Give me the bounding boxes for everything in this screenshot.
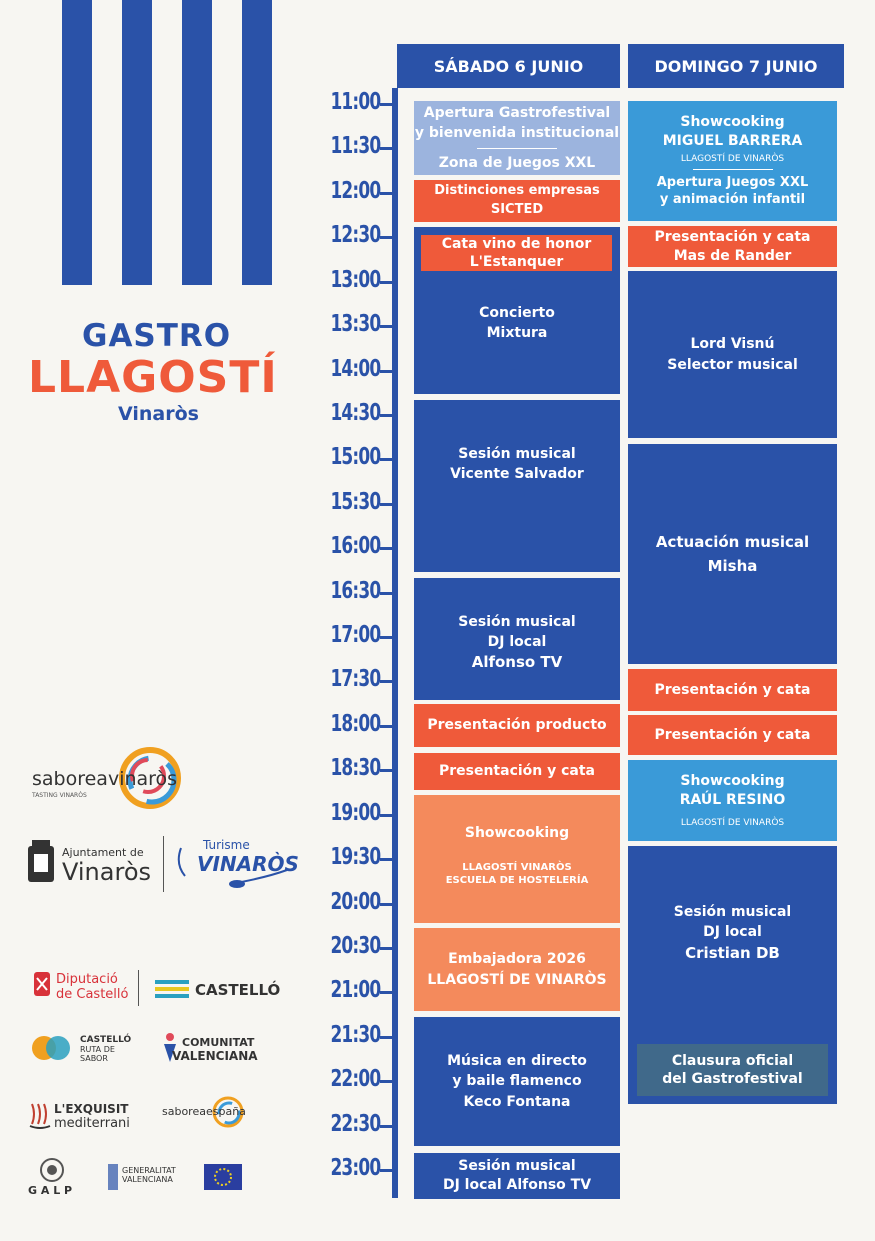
event-line: LLAGOSTÍ DE VINARÒS bbox=[680, 817, 785, 828]
event-line: Mixtura bbox=[486, 325, 548, 342]
decorative-stripe bbox=[182, 0, 212, 285]
time-tick bbox=[380, 103, 398, 106]
ajuntament-name: Vinaròs bbox=[62, 858, 152, 886]
time-label: 19:00 bbox=[330, 799, 381, 826]
event-line: Selector musical bbox=[667, 356, 798, 373]
event-line: Showcooking bbox=[680, 772, 785, 789]
event-presentacion-1 bbox=[628, 669, 837, 711]
galp-logo bbox=[28, 1156, 88, 1206]
event-cata bbox=[421, 235, 612, 271]
event-showcooking-resino bbox=[628, 760, 837, 841]
time-tick bbox=[380, 636, 398, 639]
time-label: 18:30 bbox=[330, 755, 381, 782]
ruta-line1: CASTELLÓ bbox=[80, 1035, 132, 1045]
time-tick bbox=[380, 236, 398, 239]
time-tick bbox=[380, 147, 398, 150]
event-line: Sesión musical bbox=[458, 446, 576, 462]
decorative-stripe bbox=[62, 0, 92, 285]
event-presentacion-cata bbox=[414, 753, 620, 790]
time-label: 21:30 bbox=[330, 1021, 381, 1048]
event-line: Presentación producto bbox=[427, 717, 607, 734]
diputacio-logo bbox=[32, 970, 142, 1006]
decorative-stripe bbox=[242, 0, 272, 285]
ruta-line3: SABOR bbox=[80, 1054, 108, 1063]
event-line: Zona de Juegos XXL bbox=[438, 154, 596, 171]
diputacio-line1: Diputació bbox=[56, 972, 118, 987]
time-label: 16:30 bbox=[330, 577, 381, 604]
saborea-vinaros-logo bbox=[30, 745, 200, 815]
time-label: 20:30 bbox=[330, 932, 381, 959]
event-clausura bbox=[637, 1044, 828, 1096]
logo-divider bbox=[163, 836, 164, 892]
event-actuacion-misha bbox=[628, 444, 837, 664]
event-line: LLAGOSTÍ DE VINARÒS bbox=[427, 971, 607, 988]
time-tick bbox=[380, 592, 398, 595]
generalitat-icon bbox=[106, 1162, 120, 1192]
time-label: 11:00 bbox=[330, 89, 381, 115]
time-tick bbox=[380, 1080, 398, 1083]
event-line: Lord Visnú bbox=[690, 336, 775, 353]
event-line: Presentación y cata bbox=[654, 681, 811, 698]
time-label: 22:00 bbox=[330, 1066, 381, 1093]
event-line: Showcooking bbox=[680, 113, 785, 130]
time-tick bbox=[380, 858, 398, 861]
event-line: del Gastrofestival bbox=[662, 1071, 803, 1087]
time-label: 15:00 bbox=[330, 444, 381, 471]
time-label: 21:00 bbox=[330, 977, 381, 1004]
time-tick bbox=[380, 325, 398, 328]
event-line: LLAGOSTÍ DE VINARÒS bbox=[680, 153, 785, 164]
coat-of-arms-icon bbox=[26, 838, 56, 886]
event-line: MIGUEL BARRERA bbox=[662, 132, 803, 149]
brand-vinaros: Vinaròs bbox=[118, 403, 199, 425]
event-presentacion-mas-rander bbox=[628, 226, 837, 267]
decorative-stripe bbox=[122, 0, 152, 285]
diputacio-icon bbox=[32, 970, 52, 998]
event-showcooking bbox=[414, 795, 620, 923]
day-header-saturday: SÁBADO 6 JUNIO bbox=[397, 44, 620, 88]
event-distinciones bbox=[414, 180, 620, 222]
event-line: Cristian DB bbox=[685, 943, 780, 962]
generalitat-line2: VALENCIANA bbox=[122, 1175, 173, 1184]
time-tick bbox=[380, 991, 398, 994]
time-tick bbox=[380, 814, 398, 817]
event-line: Concierto bbox=[479, 305, 555, 321]
time-label: 11:30 bbox=[330, 133, 381, 160]
event-line: Presentación y cata bbox=[654, 726, 811, 743]
comunitat-line1: COMUNITAT bbox=[182, 1036, 255, 1049]
event-lord-visnu bbox=[628, 271, 837, 438]
day-header-sunday: DOMINGO 7 JUNIO bbox=[628, 44, 844, 88]
saborea-espana-text: saboreaespaña bbox=[162, 1105, 246, 1118]
logo-divider bbox=[138, 970, 139, 1006]
brand-gastro: GASTRO bbox=[82, 318, 232, 354]
eu-stars-icon bbox=[212, 1166, 234, 1188]
event-line: DJ local bbox=[703, 924, 762, 941]
event-line: Música en directo bbox=[447, 1053, 587, 1070]
time-tick bbox=[380, 1036, 398, 1039]
event-line: Alfonso TV bbox=[471, 653, 563, 672]
time-label: 15:30 bbox=[330, 488, 381, 515]
event-line: Cata vino de honor bbox=[441, 235, 592, 252]
turisme-name: VINARÒS bbox=[197, 852, 299, 876]
time-tick bbox=[380, 1169, 398, 1172]
event-showcooking-barrera bbox=[628, 101, 837, 221]
eu-flag-icon bbox=[204, 1164, 242, 1190]
event-line: Apertura Juegos XXL bbox=[656, 174, 809, 190]
event-line: y bienvenida institucional bbox=[414, 125, 620, 142]
time-label: 19:30 bbox=[330, 844, 381, 871]
event-line: DJ local Alfonso TV bbox=[442, 1177, 592, 1193]
castello-text: CASTELLÓ bbox=[195, 981, 281, 999]
time-label: 22:30 bbox=[330, 1110, 381, 1137]
turisme-text: Turisme bbox=[203, 838, 250, 852]
time-tick bbox=[380, 503, 398, 506]
ruta-sabor-icon bbox=[30, 1032, 74, 1064]
event-apertura bbox=[414, 101, 620, 175]
ajuntament-small: Ajuntament de bbox=[62, 846, 144, 859]
galp-icon bbox=[28, 1156, 88, 1186]
event-sesion-final bbox=[414, 1153, 620, 1199]
castello-logo bbox=[155, 978, 281, 1002]
time-tick bbox=[380, 370, 398, 373]
comunitat-line2: VALENCIANA bbox=[172, 1049, 258, 1063]
time-label: 13:30 bbox=[330, 311, 381, 338]
saborea-espana-logo bbox=[162, 1094, 252, 1134]
event-line: y animación infantil bbox=[659, 192, 806, 208]
time-tick bbox=[380, 281, 398, 284]
time-tick bbox=[380, 947, 398, 950]
generalitat-line1: GENERALITAT bbox=[122, 1166, 176, 1175]
time-tick bbox=[380, 414, 398, 417]
diputacio-line2: de Castelló bbox=[56, 987, 129, 1002]
turisme-logo bbox=[175, 836, 299, 894]
event-line: DJ local bbox=[487, 634, 547, 651]
time-tick bbox=[380, 547, 398, 550]
event-presentacion-2 bbox=[628, 715, 837, 755]
galp-text: G A L P bbox=[28, 1184, 73, 1197]
event-line: Showcooking bbox=[464, 825, 570, 841]
time-label: 16:00 bbox=[330, 533, 381, 560]
time-label: 14:30 bbox=[330, 399, 381, 426]
event-line: Vicente Salvador bbox=[450, 466, 584, 483]
exquisit-icon bbox=[28, 1100, 52, 1130]
generalitat-logo bbox=[106, 1162, 196, 1202]
time-label: 12:00 bbox=[330, 177, 381, 204]
event-line: Presentación y cata bbox=[654, 229, 811, 246]
brand-llagosti: LLAGOSTÍ bbox=[28, 352, 278, 403]
ruta-sabor-logo bbox=[30, 1032, 140, 1068]
event-line: Presentación y cata bbox=[438, 763, 596, 780]
event-sesion-vicente bbox=[414, 400, 620, 572]
event-line: LLAGOSTÍ VINARÒS bbox=[462, 862, 572, 874]
event-line: Sesión musical bbox=[458, 613, 576, 630]
event-embajadora bbox=[414, 928, 620, 1011]
event-line: Misha bbox=[707, 557, 758, 575]
event-line: Embajadora 2026 bbox=[448, 951, 586, 968]
event-line: Sesión musical bbox=[673, 904, 792, 920]
event-line: Sesión musical bbox=[458, 1158, 576, 1175]
event-line: y baile flamenco bbox=[452, 1073, 582, 1090]
event-line: Clausura oficial bbox=[671, 1052, 794, 1069]
time-label: 14:00 bbox=[330, 355, 381, 382]
separator bbox=[693, 169, 773, 170]
time-label: 12:30 bbox=[330, 222, 381, 249]
timeline-axis bbox=[392, 88, 398, 1198]
time-tick bbox=[380, 1125, 398, 1128]
exquisit-line2: mediterrani bbox=[54, 1116, 130, 1131]
event-line: Apertura Gastrofestival bbox=[423, 105, 611, 122]
event-line: Keco Fontana bbox=[463, 1093, 571, 1110]
saborea-sub: TASTING VINARÒS bbox=[32, 792, 87, 799]
event-line: Actuación musical bbox=[655, 533, 810, 551]
time-tick bbox=[380, 903, 398, 906]
saborea-text: saboreavinaròs bbox=[32, 768, 178, 790]
time-tick bbox=[380, 680, 398, 683]
castello-stripes-icon bbox=[155, 978, 191, 1000]
time-label: 17:00 bbox=[330, 622, 381, 649]
time-label: 18:00 bbox=[330, 710, 381, 737]
separator bbox=[477, 148, 557, 149]
event-musica-flamenco bbox=[414, 1017, 620, 1146]
time-tick bbox=[380, 458, 398, 461]
time-tick bbox=[380, 769, 398, 772]
exquisit-logo bbox=[28, 1100, 148, 1134]
ruta-line2: RUTA DE bbox=[80, 1045, 115, 1054]
event-line: SICTED bbox=[490, 202, 544, 217]
event-presentacion-producto bbox=[414, 704, 620, 747]
event-line: Distinciones empresas bbox=[434, 183, 600, 199]
time-label: 13:00 bbox=[330, 266, 381, 293]
event-sesion-alfonso bbox=[414, 578, 620, 700]
time-label: 23:00 bbox=[330, 1155, 381, 1182]
time-tick bbox=[380, 725, 398, 728]
event-line: RAÚL RESINO bbox=[679, 792, 786, 809]
event-line: L'Estanquer bbox=[469, 254, 564, 270]
time-tick bbox=[380, 192, 398, 195]
time-label: 17:30 bbox=[330, 666, 381, 693]
comunitat-logo bbox=[160, 1030, 270, 1070]
exquisit-line1: L'EXQUISIT bbox=[54, 1102, 129, 1116]
event-line: ESCUELA DE HOSTELERÍA bbox=[445, 875, 589, 887]
event-line: Mas de Rander bbox=[673, 247, 792, 264]
ajuntament-logo bbox=[26, 838, 166, 888]
time-label: 20:00 bbox=[330, 888, 381, 915]
